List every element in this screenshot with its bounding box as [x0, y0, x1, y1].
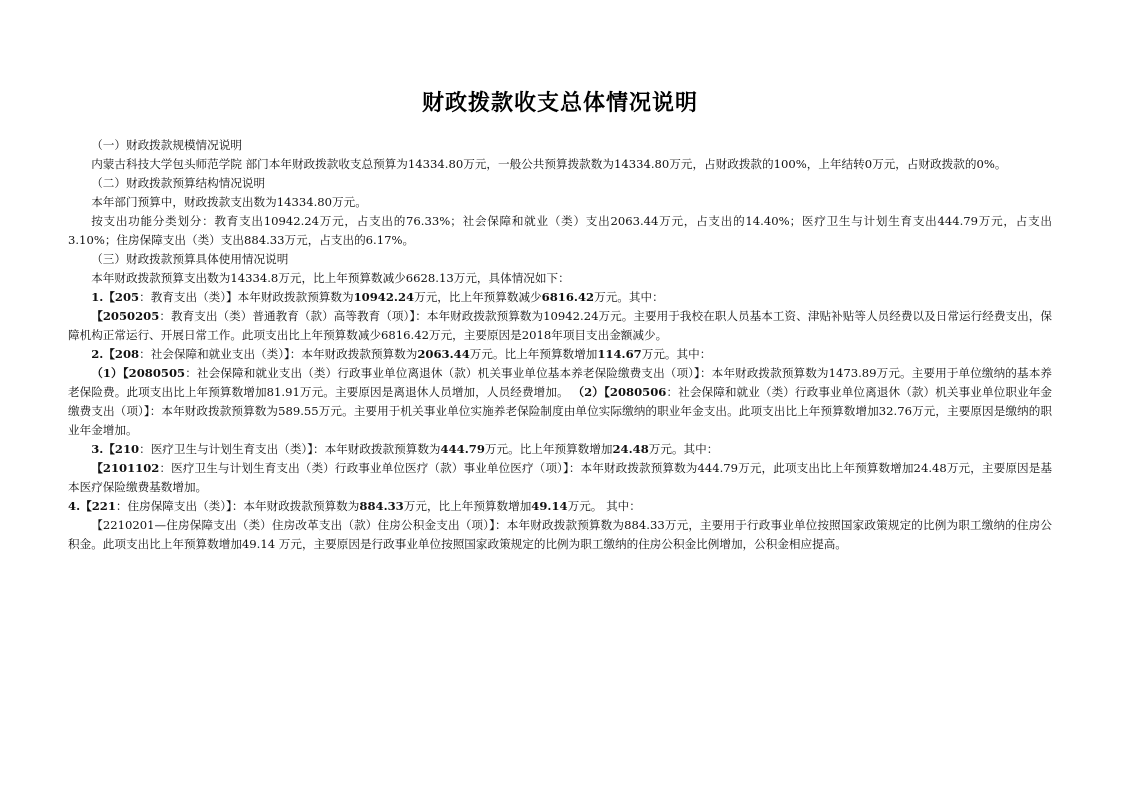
text-segment: ：教育支出（类）】本年财政拨款预算数为 [139, 290, 354, 304]
text-segment: 本年财政拨款预算支出数为14334.8万元，比上年预算数减少6628.13万元，具体情况如下： [91, 271, 570, 285]
paragraph [68, 516, 1052, 554]
bold-text-segment: 2.【208 [91, 347, 140, 361]
bold-text-segment: 【2101102 [91, 461, 160, 475]
paragraph [68, 136, 1052, 155]
text-segment: 内蒙古科技大学包头师范学院 部门本年财政拨款收支总预算为14334.80万元，一般公共预算拨款数为14334.80万元，占财政拨款的100%，上年结转0万元，占财政拨款的0%。 [91, 157, 1007, 171]
bold-text-segment: （2）【2080506 [572, 385, 667, 399]
bold-text-segment: 3.【210 [91, 442, 140, 456]
text-segment: 万元。其中： [648, 442, 719, 456]
text-segment: （三）财政拨款预算具体使用情况说明 [91, 252, 289, 266]
bold-text-segment: 6816.42 [541, 290, 595, 304]
text-segment: 万元，比上年预算数减少 [414, 290, 542, 304]
text-segment: （二）财政拨款预算结构情况说明 [91, 176, 266, 190]
text-segment: 万元。比上年预算数增加 [469, 347, 598, 361]
text-segment: 万元，比上年预算数增加 [403, 499, 532, 513]
paragraph [68, 155, 1052, 174]
document-page [68, 0, 1052, 794]
bold-text-segment: 884.33 [359, 499, 404, 513]
bold-text-segment: 4.【221 [68, 499, 116, 513]
bold-text-segment: 【2050205 [91, 309, 160, 323]
bold-text-segment: （1）【2080505 [91, 366, 186, 380]
paragraph [68, 174, 1052, 193]
document-title: 财政拨款收支总体情况说明 [421, 91, 698, 116]
text-segment: ：医疗卫生与计划生育支出（类）行政事业单位医疗（款）事业单位医疗（项）】：本年财政拨款预算数为444.79万元，此项支出比上年预算数增加24.48万元，主要原因是基本医疗保险缴费基数增加。 [68, 461, 1052, 494]
text-segment: 万元。 其中： [567, 499, 641, 513]
text-segment: 按支出功能分类划分：教育支出10942.24万元，占支出的76.33%；社会保障和就业（类）支出2063.44万元，占支出的14.40%；医疗卫生与计划生育支出444.79万元，占支出3.10%；住房保障支出（类）支出884.33万元，占支出的6.17%。 [68, 214, 1052, 247]
bold-text-segment: 10942.24 [353, 290, 415, 304]
text-segment: ：教育支出（类）普通教育（款）高等教育（项）】：本年财政拨款预算数为10942.24万元。主要用于我校在职人员基本工资、津贴补贴等人员经费以及日常运行经费支出，保障机构正常运行、开展日常工作。此项支出比上年预算数减少6816.42万元，主要原因是2018年项目支出金额减少。 [68, 309, 1053, 342]
bold-text-segment: 444.79 [440, 442, 485, 456]
bold-text-segment: 24.48 [612, 442, 649, 456]
paragraph [68, 345, 1052, 364]
paragraph [68, 212, 1052, 250]
bold-text-segment: 1.【205 [91, 290, 140, 304]
paragraph [68, 193, 1052, 212]
paragraph [68, 497, 1052, 516]
bold-text-segment: 2063.44 [417, 347, 470, 361]
paragraph [68, 440, 1052, 459]
text-segment: 万元。其中： [594, 290, 664, 304]
text-segment: （一）财政拨款规模情况说明 [91, 138, 242, 152]
paragraph [68, 364, 1052, 440]
text-segment: ：社会保障和就业支出（类）行政事业单位离退休（款）机关事业单位基本养老保险缴费支出（项）】：本年财政拨款预算数为1473.89万元。主要用于单位缴纳的基本养老保险费。此项支出比上年预算数增加81.91万元。主要原因是离退休人员增加，人员经费增加。 [68, 366, 1052, 399]
bold-text-segment: 49.14 [531, 499, 568, 513]
text-segment: 万元。其中： [641, 347, 712, 361]
text-segment: 本年部门预算中，财政拨款支出数为14334.80万元。 [91, 195, 367, 209]
paragraph [68, 250, 1052, 269]
paragraph [68, 288, 1052, 307]
text-segment: ：社会保障和就业（类）行政事业单位离退休（款）机关事业单位职业年金缴费支出（项）】：本年财政拨款预算数为589.55万元。主要用于机关事业单位实施养老保险制度由单位实际缴纳的职业年金支出。此项支出比上年预算数增加32.76万元，主要原因是缴纳的职业年金增加。 [68, 385, 1052, 437]
text-segment: ：住房保障支出（类）】：本年财政拨款预算数为 [115, 499, 360, 513]
paragraph [68, 459, 1052, 497]
text-segment: ：社会保障和就业支出（类）】：本年财政拨款预算数为 [139, 347, 418, 361]
text-segment: 【2210201—住房保障支出（类）住房改革支出（款）住房公积金支出（项）】：本年财政拨款预算数为884.33万元，主要用于行政事业单位按照国家政策规定的比例为职工缴纳的住房公积金。此项支出比上年预算数增加49.14 万元，主要原因是行政事业单位按照国家政策规定的比例为职工缴纳的住房公积金比例增加，公积金相应提高。 [68, 518, 1052, 551]
text-segment: ：医疗卫生与计划生育支出（类）】：本年财政拨款预算数为 [139, 442, 441, 456]
paragraph [68, 307, 1052, 345]
document-body [68, 136, 1052, 554]
text-segment: 万元。比上年预算数增加 [484, 442, 613, 456]
bold-text-segment: 114.67 [597, 347, 642, 361]
paragraph [68, 269, 1052, 288]
